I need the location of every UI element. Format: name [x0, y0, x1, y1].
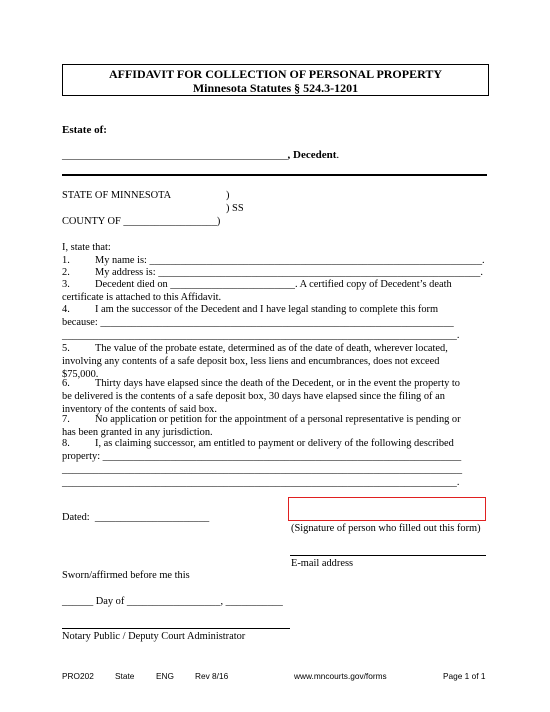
footer-page: Page 1 of 1	[443, 671, 486, 681]
item-number: 5.	[62, 343, 70, 354]
form-title: AFFIDAVIT FOR COLLECTION OF PERSONAL PROPERTY	[108, 67, 443, 81]
property-field[interactable]: property: _____________________________________________________________________	[62, 451, 462, 462]
signature-caption: (Signature of person who filled out this form)	[291, 523, 481, 534]
dated-row	[62, 512, 209, 523]
item-text: $75,000.	[62, 369, 99, 380]
section-divider	[62, 174, 487, 176]
signature-field[interactable]	[288, 497, 486, 521]
item-text: Thirty days have elapsed since the death of the Decedent, or in the event the property to	[95, 378, 460, 389]
name-field[interactable]: My name is: ________________________________________________________________.	[95, 255, 485, 266]
venue-ss: ) SS	[226, 203, 244, 214]
item-3	[62, 278, 487, 304]
item-5	[62, 342, 487, 381]
venue-state: STATE OF MINNESOTA	[62, 190, 172, 201]
form-statute: Minnesota Statutes § 524.3-1201	[192, 81, 359, 95]
item-text: be delivered is the contents of a safe deposit box, 30 days have elapsed since the filing of an	[62, 391, 445, 402]
form-title-box	[62, 64, 489, 96]
item-text: I, as claiming successor, am entitled to payment or delivery of the following described	[95, 438, 454, 449]
footer-url: www.mncourts.gov/forms	[294, 671, 387, 681]
venue-county-field[interactable]: COUNTY OF __________________)	[62, 216, 221, 227]
intro-text: I, state that:	[62, 242, 111, 253]
item-text: inventory of the contents of said box.	[62, 404, 217, 415]
item-8	[62, 437, 487, 489]
item-text: has been granted in any jurisdiction.	[62, 427, 213, 438]
sworn-label: Sworn/affirmed before me this	[62, 570, 190, 581]
item-text: certificate is attached to this Affidavit.	[62, 292, 222, 303]
item-number: 3.	[62, 279, 70, 290]
notary-signature-line[interactable]	[62, 628, 290, 629]
item-6	[62, 377, 487, 416]
venue-paren: )	[226, 190, 230, 201]
item-number: 8.	[62, 438, 70, 449]
death-date-field[interactable]: Decedent died on ________________________. A certified copy of Decedent’s death	[95, 279, 452, 290]
footer-form-id: PRO202	[62, 671, 94, 681]
footer-revision: Rev 8/16	[195, 671, 229, 681]
item-number: 2.	[62, 267, 70, 278]
decedent-label: , Decedent	[287, 149, 337, 161]
address-field[interactable]: My address is: ______________________________________________________________.	[95, 267, 483, 278]
item-text: The value of the probate estate, determined as of the date of death, wherever located,	[95, 343, 448, 354]
email-field[interactable]	[290, 555, 486, 556]
email-label: E-mail address	[291, 558, 354, 569]
item-7	[62, 413, 487, 439]
item-number: 7.	[62, 414, 70, 425]
decedent-period: .	[336, 149, 340, 161]
item-text: I am the successor of the Decedent and I have legal standing to complete this form	[95, 304, 439, 315]
item-number: 6.	[62, 378, 70, 389]
dated-field[interactable]: ______________________	[94, 512, 210, 523]
standing-reason-field-2[interactable]: ____________________________________________________________________________.	[62, 330, 460, 341]
dated-label: Dated:	[62, 512, 90, 523]
property-field-2[interactable]: _____________________________________________________________________________	[62, 464, 463, 475]
item-number: 1.	[62, 255, 70, 266]
item-text: involving any contents of a safe deposit box, less liens and encumbrances, does not exceed	[62, 356, 440, 367]
item-4	[62, 303, 487, 342]
decedent-name-field[interactable]: _________________________________________	[62, 149, 288, 161]
item-number: 4.	[62, 304, 70, 315]
property-field-3[interactable]: ____________________________________________________________________________.	[62, 477, 460, 488]
notary-label: Notary Public / Deputy Court Administrator	[62, 631, 246, 642]
footer-state: State	[115, 671, 135, 681]
footer-language: ENG	[156, 671, 174, 681]
item-text: No application or petition for the appointment of a personal representative is pending or	[95, 414, 461, 425]
sworn-day-field[interactable]: ______ Day of __________________, ___________	[62, 596, 283, 607]
decedent-line	[62, 149, 339, 161]
estate-label: Estate of:	[62, 124, 107, 136]
standing-reason-field[interactable]: because: ____________________________________________________________________	[62, 317, 454, 328]
